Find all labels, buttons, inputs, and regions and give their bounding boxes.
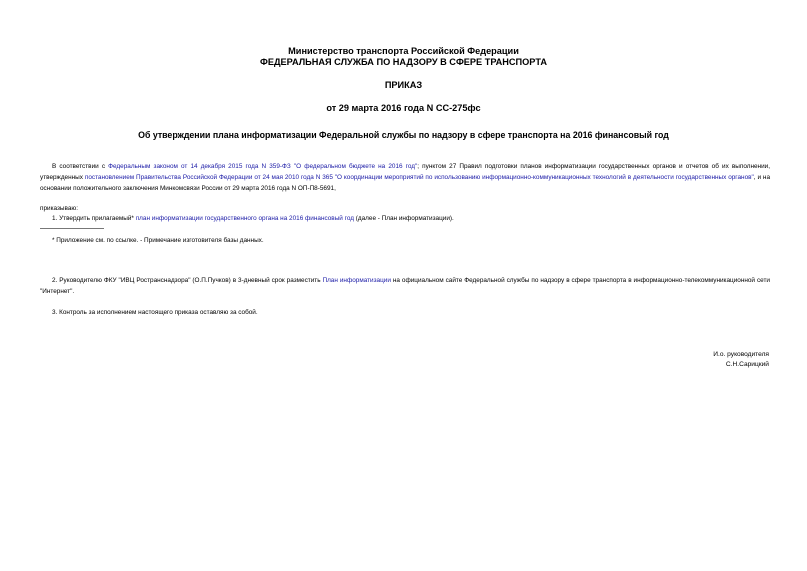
item-1-text-1: 1. Утвердить прилагаемый* — [52, 215, 136, 222]
intro-paragraph — [40, 161, 770, 194]
item-2-text-2: на официальном сайте Федеральной службы по надзору в сфере транспорта в информационно-телекоммуникационной сети "Интернет". — [40, 277, 770, 295]
ministry-heading: Министерство транспорта Российской Федерации — [288, 46, 519, 56]
intro-text-2: ; пунктом 27 Правил подготовки планов информатизации государственных органов и отчетов об их выполнении, утвержденных — [40, 163, 771, 181]
item-1-text-2: (далее - План информатизации). — [353, 215, 454, 222]
date-number-heading: от 29 марта 2016 года N СС-275фс — [326, 103, 481, 113]
footnote: * Приложение см. по ссылке. - Примечание изготовителя базы данных. — [52, 237, 264, 244]
footnote-divider — [40, 228, 104, 229]
item-2 — [40, 275, 770, 297]
plan-link[interactable]: План информатизации — [322, 277, 391, 284]
intro-text-3: , и на основании положительного заключения Минкомсвязи России от 29 марта 2016 года N ОП-П8-5691, — [40, 174, 771, 192]
doc-type-heading: ПРИКАЗ — [384, 80, 423, 90]
intro-text-1: В соответствии с — [52, 163, 109, 170]
item-1 — [52, 213, 770, 224]
document-title: Об утверждении плана информатизации Федеральной службы по надзору в сфере транспорта на 2016 финансовый год — [138, 130, 669, 140]
federal-law-link[interactable]: Федеральным законом от 14 декабря 2015 года N 359-ФЗ "О федеральном бюджете на 2016 год" — [108, 163, 418, 170]
order-word: приказываю: — [40, 205, 78, 212]
signature-position: И.о. руководителя — [713, 351, 769, 358]
signature-name: С.Н.Сарицкий — [725, 361, 769, 368]
government-decree-link[interactable]: постановлением Правительства Российской Федерации от 24 мая 2010 года N 365 "О координации мероприятий по использованию информационно-коммуникационных технологий в деятельности государственных органов" — [84, 174, 754, 181]
service-heading: ФЕДЕРАЛЬНАЯ СЛУЖБА ПО НАДЗОРУ В СФЕРЕ ТРАНСПОРТА — [260, 57, 547, 67]
informatization-plan-link[interactable]: план информатизации государственного органа на 2016 финансовый год — [135, 215, 354, 222]
item-2-text-1: 2. Руководителю ФКУ "ИВЦ Ространснадзора" (О.П.Пучков) в 3-дневный срок разместить — [52, 277, 323, 284]
item-3: 3. Контроль за исполнением настоящего приказа оставляю за собой. — [52, 309, 258, 316]
